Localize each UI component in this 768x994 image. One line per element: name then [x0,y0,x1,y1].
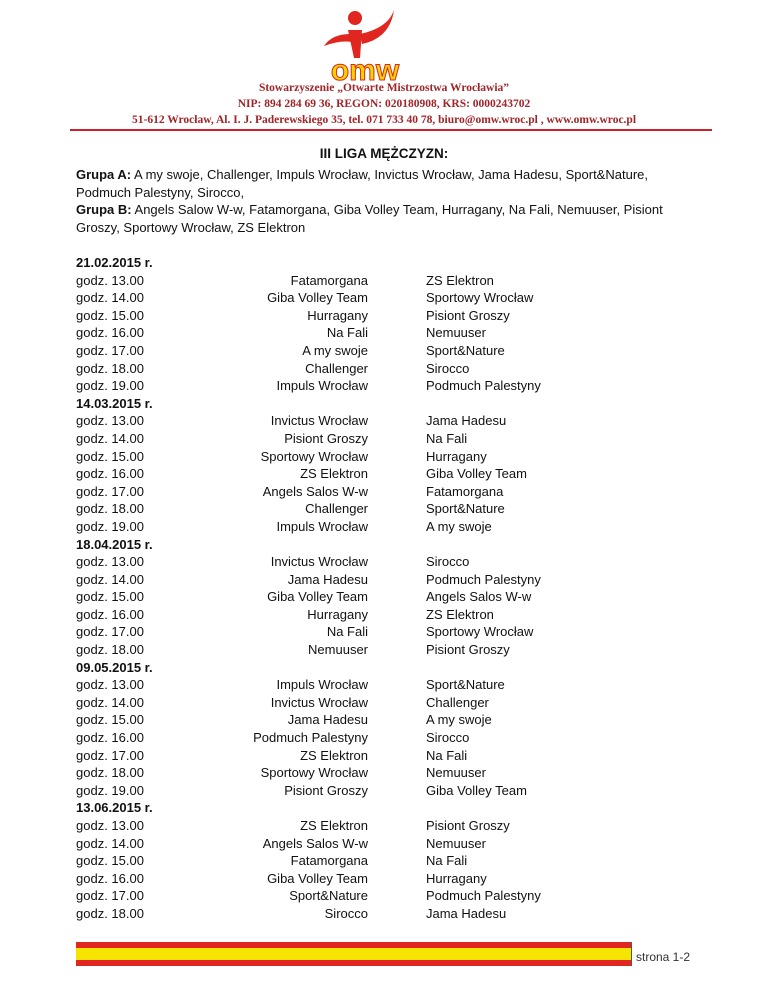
group-b [76,201,696,236]
home-team: Sportowy Wrocław [260,765,368,781]
home-team: Jama Hadesu [287,712,368,728]
schedule-date: 13.06.2015 r. [76,800,153,816]
away-team: Podmuch Palestyny [426,378,541,394]
away-team: A my swoje [426,518,492,534]
match-time: godz. 16.00 [76,466,144,482]
away-team: Podmuch Palestyny [426,888,541,904]
match-time: godz. 14.00 [76,694,144,710]
away-team: Fatamorgana [426,483,504,499]
schedule-date: 14.03.2015 r. [76,395,153,411]
match-time: godz. 19.00 [76,782,144,798]
home-team: Impuls Wrocław [276,677,368,693]
away-team: Giba Volley Team [426,782,527,798]
match-row [76,289,696,307]
match-time: godz. 15.00 [76,853,144,869]
match-row [76,817,696,835]
away-team: Challenger [426,694,489,710]
logo-head [348,11,362,25]
away-team: Hurragany [426,448,487,464]
match-time: godz. 19.00 [76,378,144,394]
match-row [76,553,696,571]
match-row [76,905,696,923]
match-row [76,606,696,624]
match-time: godz. 16.00 [76,870,144,886]
match-time: godz. 13.00 [76,413,144,429]
home-team: Challenger [305,501,368,517]
away-team: Jama Hadesu [426,905,507,921]
match-time: godz. 18.00 [76,765,144,781]
away-team: Sport&Nature [426,342,505,358]
match-row [76,518,696,536]
group-b-label: Grupa B: [76,202,132,218]
org-address: 51-612 Wrocław, Al. I. J. Paderewskiego 35, tel. 071 733 40 78, biuro@omw.wroc.pl , www.omw.wroc.pl [131,114,637,126]
match-row [76,500,696,518]
away-team: Nemuuser [426,765,486,781]
match-row [76,764,696,782]
match-row [76,782,696,800]
away-team: Nemuuser [426,325,486,341]
home-team: Giba Volley Team [267,870,368,886]
match-row [76,729,696,747]
home-team: Challenger [305,360,368,376]
match-time: godz. 14.00 [76,430,144,446]
omw-logo [310,8,420,86]
away-team: Pisiont Groszy [426,818,510,833]
match-row [76,430,696,448]
home-team: Pisiont Groszy [284,430,368,446]
org-ids: NIP: 894 284 69 36, REGON: 020180908, KRS: 0000243702 [237,98,531,110]
match-row [76,448,696,466]
match-row [76,887,696,905]
match-time: godz. 14.00 [76,835,144,851]
away-team: Hurragany [426,870,487,886]
groups-section [76,166,696,236]
away-team: Sirocco [426,730,470,746]
match-time: godz. 15.00 [76,307,144,323]
match-row [76,623,696,641]
home-team: Impuls Wrocław [276,518,368,534]
match-row [76,307,696,325]
letterhead [0,80,768,128]
home-team: A my swoje [302,342,368,358]
match-row [76,360,696,378]
match-time: godz. 17.00 [76,342,144,358]
away-team: ZS Elektron [426,606,494,622]
home-team: Na Fali [326,325,368,341]
away-team: Jama Hadesu [426,413,507,429]
match-row [76,483,696,501]
match-row [76,676,696,694]
match-time: godz. 17.00 [76,624,144,640]
match-row [76,711,696,729]
away-team: Sport&Nature [426,677,505,693]
match-row [76,747,696,765]
match-time: godz. 16.00 [76,606,144,622]
match-row [76,641,696,659]
home-team: ZS Elektron [300,747,368,763]
logo-text: omw [330,54,400,86]
away-team: Pisiont Groszy [426,307,510,323]
schedule-date: 21.02.2015 r. [76,255,153,270]
match-row [76,588,696,606]
logo-arm [360,10,394,44]
home-team: Sportowy Wrocław [260,448,368,464]
match-row [76,465,696,483]
home-team: Giba Volley Team [267,290,368,306]
match-time: godz. 15.00 [76,712,144,728]
header-divider [70,129,712,131]
match-time: godz. 18.00 [76,905,144,921]
match-row [76,870,696,888]
match-row [76,272,696,290]
match-time: godz. 18.00 [76,501,144,517]
match-time: godz. 13.00 [76,818,144,833]
match-row [76,342,696,360]
away-team: Giba Volley Team [426,466,527,482]
home-team: Sport&Nature [289,888,368,904]
footer-bar-bottom [76,960,631,966]
group-a-label: Grupa A: [76,167,132,182]
away-team: Angels Salos W-w [426,589,532,605]
match-row [76,852,696,870]
schedule-date: 09.05.2015 r. [76,659,153,675]
away-team: ZS Elektron [426,272,494,288]
home-team: Impuls Wrocław [276,378,368,394]
away-team: Nemuuser [426,835,486,851]
match-row [76,694,696,712]
home-team: Nemuuser [308,642,368,658]
match-time: godz. 13.00 [76,554,144,570]
group-a [76,166,696,201]
org-name: Stowarzyszenie „Otwarte Mistrzostwa Wrocławia” [258,82,510,94]
away-team: A my swoje [426,712,492,728]
away-team: Podmuch Palestyny [426,571,541,587]
home-team: Invictus Wrocław [270,554,368,570]
schedule-date: 18.04.2015 r. [76,536,153,552]
home-team: Sirocco [324,905,368,921]
match-row [76,571,696,589]
match-schedule [76,254,696,923]
home-team: Fatamorgana [290,272,368,288]
home-team: Fatamorgana [290,853,368,869]
home-team: Hurragany [307,307,368,323]
match-row [76,412,696,430]
home-team: ZS Elektron [300,818,368,833]
away-team: Na Fali [426,853,468,869]
home-team: Podmuch Palestyny [253,730,368,746]
home-team: Angels Salos W-w [262,835,368,851]
match-time: godz. 16.00 [76,730,144,746]
away-team: Pisiont Groszy [426,642,510,658]
home-team: Jama Hadesu [287,571,368,587]
page-number: strona 1-2 [636,950,691,964]
match-time: godz. 18.00 [76,360,144,376]
home-team: Hurragany [307,606,368,622]
home-team: Na Fali [326,624,368,640]
match-row [76,324,696,342]
away-team: Na Fali [426,430,468,446]
match-time: godz. 19.00 [76,518,144,534]
away-team: Sirocco [426,360,470,376]
logo-arm-left [324,34,352,46]
footer-bar-middle [76,948,631,960]
match-time: godz. 13.00 [76,272,144,288]
match-time: godz. 17.00 [76,747,144,763]
away-team: Sirocco [426,554,470,570]
away-team: Sportowy Wrocław [426,290,534,306]
match-time: godz. 16.00 [76,325,144,341]
away-team: Sportowy Wrocław [426,624,534,640]
home-team: Angels Salos W-w [262,483,368,499]
home-team: ZS Elektron [300,466,368,482]
match-time: godz. 14.00 [76,571,144,587]
match-time: godz. 15.00 [76,589,144,605]
home-team: Giba Volley Team [267,589,368,605]
match-row [76,377,696,395]
group-b-teams: Angels Salow W-w, Fatamorgana, Giba Volley Team, Hurragany, Na Fali, Nemuuser, Pisiont Groszy, Sportowy Wrocław, ZS Elektron [76,202,663,235]
footer-separator [631,942,632,966]
match-time: godz. 18.00 [76,642,144,658]
away-team: Sport&Nature [426,501,505,517]
match-time: godz. 14.00 [76,290,144,306]
match-row [76,835,696,853]
page-title: III LIGA MĘŻCZYZN: [319,146,449,161]
home-team: Pisiont Groszy [284,782,368,798]
match-time: godz. 15.00 [76,448,144,464]
group-a-teams: A my swoje, Challenger, Impuls Wrocław, Invictus Wrocław, Jama Hadesu, Sport&Nature, Podmuch Palestyny, Sirocco, [76,167,648,200]
home-team: Invictus Wrocław [270,413,368,429]
match-time: godz. 17.00 [76,888,144,904]
match-time: godz. 17.00 [76,483,144,499]
home-team: Invictus Wrocław [270,694,368,710]
match-time: godz. 13.00 [76,677,144,693]
away-team: Na Fali [426,747,468,763]
